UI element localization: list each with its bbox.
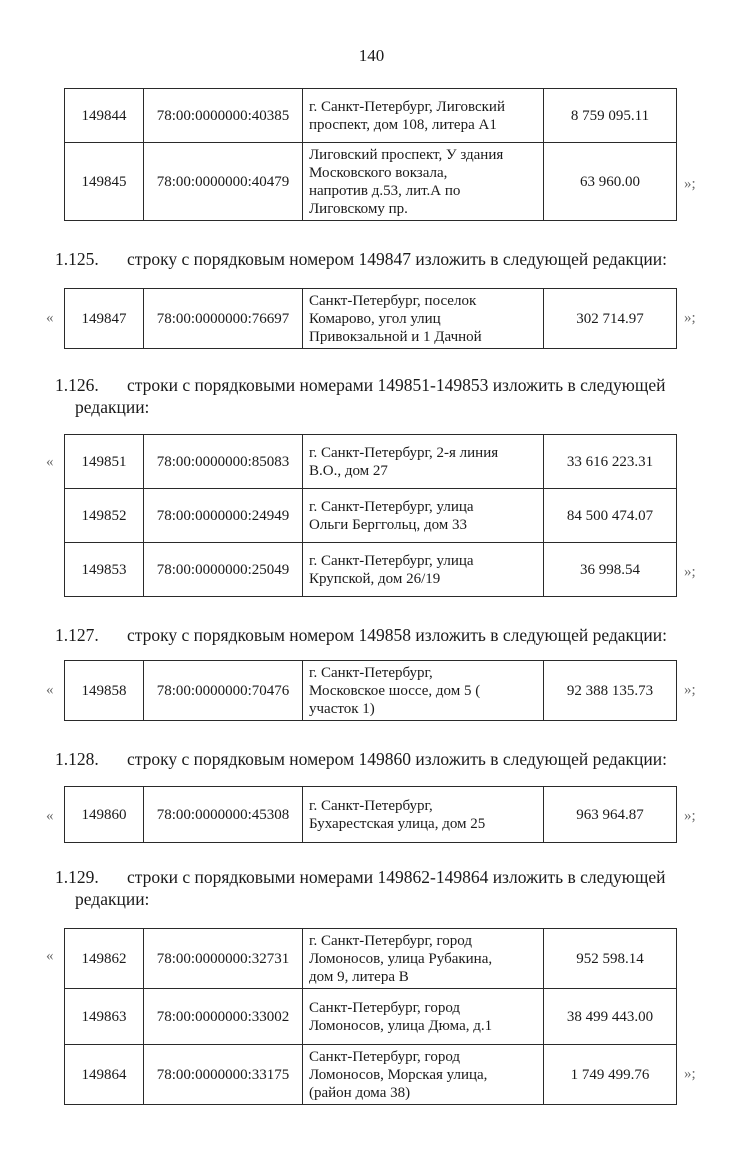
address-line: г. Санкт-Петербург, Лиговский [309, 98, 505, 115]
address-cell [303, 143, 544, 221]
address-cell [303, 929, 544, 989]
address-line: г. Санкт-Петербург, город [309, 932, 472, 949]
address-cell [303, 787, 544, 843]
row-number-cell: 149860 [65, 787, 144, 843]
paragraph-number: 1.127. [55, 625, 99, 645]
cadastral-number-cell: 78:00:0000000:70476 [144, 661, 303, 721]
closing-quote: »; [684, 176, 696, 192]
cadastral-number-cell: 78:00:0000000:45308 [144, 787, 303, 843]
value-cell: 92 388 135.73 [544, 661, 677, 721]
address-line: участок 1) [309, 700, 375, 717]
property-table [64, 434, 677, 597]
paragraph-text-continued: редакции: [75, 397, 150, 417]
value-cell: 33 616 223.31 [544, 435, 677, 489]
address-line: г. Санкт-Петербург, [309, 664, 433, 681]
address-line: г. Санкт-Петербург, улица [309, 498, 474, 515]
row-number-cell: 149844 [65, 89, 144, 143]
row-number-cell: 149845 [65, 143, 144, 221]
table-row [65, 289, 677, 349]
cadastral-number-cell: 78:00:0000000:32731 [144, 929, 303, 989]
value-cell: 38 499 443.00 [544, 989, 677, 1045]
cadastral-number-cell: 78:00:0000000:33002 [144, 989, 303, 1045]
address-line: Ломоносов, улица Рубакина, [309, 950, 493, 967]
address-cell [303, 435, 544, 489]
row-number-cell: 149851 [65, 435, 144, 489]
closing-quote: »; [684, 310, 696, 326]
cadastral-number-cell: 78:00:0000000:25049 [144, 543, 303, 597]
address-line: В.О., дом 27 [309, 462, 388, 479]
property-table [64, 660, 677, 721]
value-cell: 302 714.97 [544, 289, 677, 349]
value-cell: 63 960.00 [544, 143, 677, 221]
row-number-cell: 149864 [65, 1045, 144, 1105]
paragraph-text: строки с порядковыми номерами 149862-149864 изложить в следующей [127, 867, 666, 887]
address-cell [303, 661, 544, 721]
closing-quote: »; [684, 1066, 696, 1082]
table-row [65, 543, 677, 597]
property-table [64, 288, 677, 349]
closing-quote: »; [684, 564, 696, 580]
paragraph-text-continued: редакции: [75, 889, 150, 909]
address-cell [303, 543, 544, 597]
paragraph-text: строку с порядковым номером 149860 изложить в следующей редакции: [127, 749, 668, 769]
paragraph-text: строку с порядковым номером 149847 изложить в следующей редакции: [127, 249, 668, 269]
page-number: 140 [358, 46, 385, 65]
address-line: г. Санкт-Петербург, 2-я линия [309, 444, 499, 461]
table-row [65, 435, 677, 489]
address-line: Ломоносов, Морская улица, [309, 1066, 488, 1083]
table-row [65, 661, 677, 721]
table-row [65, 989, 677, 1045]
opening-quote: « [46, 948, 54, 964]
address-line: Санкт-Петербург, город [309, 999, 461, 1016]
closing-quote: »; [684, 808, 696, 824]
opening-quote: « [46, 808, 54, 824]
paragraph-number: 1.128. [55, 749, 99, 769]
address-line: Бухарестская улица, дом 25 [309, 815, 486, 832]
cadastral-number-cell: 78:00:0000000:33175 [144, 1045, 303, 1105]
address-line: Санкт-Петербург, поселок [309, 292, 477, 309]
value-cell: 84 500 474.07 [544, 489, 677, 543]
property-table [64, 88, 677, 221]
address-line: дом 9, литера В [309, 968, 409, 985]
address-cell [303, 289, 544, 349]
address-line: Санкт-Петербург, город [309, 1048, 461, 1065]
address-line: г. Санкт-Петербург, [309, 797, 433, 814]
paragraph-number: 1.126. [55, 375, 99, 395]
address-line: проспект, дом 108, литера А1 [309, 116, 497, 133]
address-line: Лиговскому пр. [309, 200, 408, 217]
amendment-paragraph [55, 748, 705, 770]
paragraph-number: 1.129. [55, 867, 99, 887]
address-line: Московского вокзала, [309, 164, 448, 181]
row-number-cell: 149863 [65, 989, 144, 1045]
address-cell [303, 1045, 544, 1105]
amendment-paragraph [55, 248, 705, 270]
cadastral-number-cell: 78:00:0000000:85083 [144, 435, 303, 489]
opening-quote: « [46, 682, 54, 698]
cadastral-number-cell: 78:00:0000000:76697 [144, 289, 303, 349]
value-cell: 952 598.14 [544, 929, 677, 989]
value-cell: 1 749 499.76 [544, 1045, 677, 1105]
address-line: Комарово, угол улиц [309, 310, 441, 327]
amendment-paragraph [55, 866, 705, 910]
value-cell: 8 759 095.11 [544, 89, 677, 143]
opening-quote: « [46, 454, 54, 470]
address-cell [303, 489, 544, 543]
address-line: (район дома 38) [309, 1084, 411, 1101]
address-line: Ломоносов, улица Дюма, д.1 [309, 1017, 493, 1034]
address-line: Лиговский проспект, У здания [309, 146, 504, 163]
closing-quote: »; [684, 682, 696, 698]
row-number-cell: 149858 [65, 661, 144, 721]
paragraph-number: 1.125. [55, 249, 99, 269]
row-number-cell: 149862 [65, 929, 144, 989]
address-line: г. Санкт-Петербург, улица [309, 552, 474, 569]
amendment-paragraph [55, 374, 705, 418]
row-number-cell: 149847 [65, 289, 144, 349]
property-table [64, 786, 677, 843]
table-row [65, 929, 677, 989]
amendment-paragraph [55, 624, 705, 646]
row-number-cell: 149852 [65, 489, 144, 543]
address-cell [303, 89, 544, 143]
paragraph-text: строки с порядковыми номерами 149851-149853 изложить в следующей [127, 375, 666, 395]
table-row [65, 89, 677, 143]
paragraph-text: строку с порядковым номером 149858 изложить в следующей редакции: [127, 625, 668, 645]
address-line: Крупской, дом 26/19 [309, 570, 441, 587]
address-line: напротив д.53, лит.А по [309, 182, 461, 199]
cadastral-number-cell: 78:00:0000000:40385 [144, 89, 303, 143]
value-cell: 963 964.87 [544, 787, 677, 843]
opening-quote: « [46, 310, 54, 326]
property-table [64, 928, 677, 1105]
row-number-cell: 149853 [65, 543, 144, 597]
cadastral-number-cell: 78:00:0000000:24949 [144, 489, 303, 543]
address-line: Ольги Берггольц, дом 33 [309, 516, 468, 533]
address-line: Московское шоссе, дом 5 ( [309, 682, 481, 699]
cadastral-number-cell: 78:00:0000000:40479 [144, 143, 303, 221]
address-line: Привокзальной и 1 Дачной [309, 328, 482, 345]
table-row [65, 489, 677, 543]
address-cell [303, 989, 544, 1045]
table-row [65, 1045, 677, 1105]
table-row [65, 143, 677, 221]
table-row [65, 787, 677, 843]
value-cell: 36 998.54 [544, 543, 677, 597]
